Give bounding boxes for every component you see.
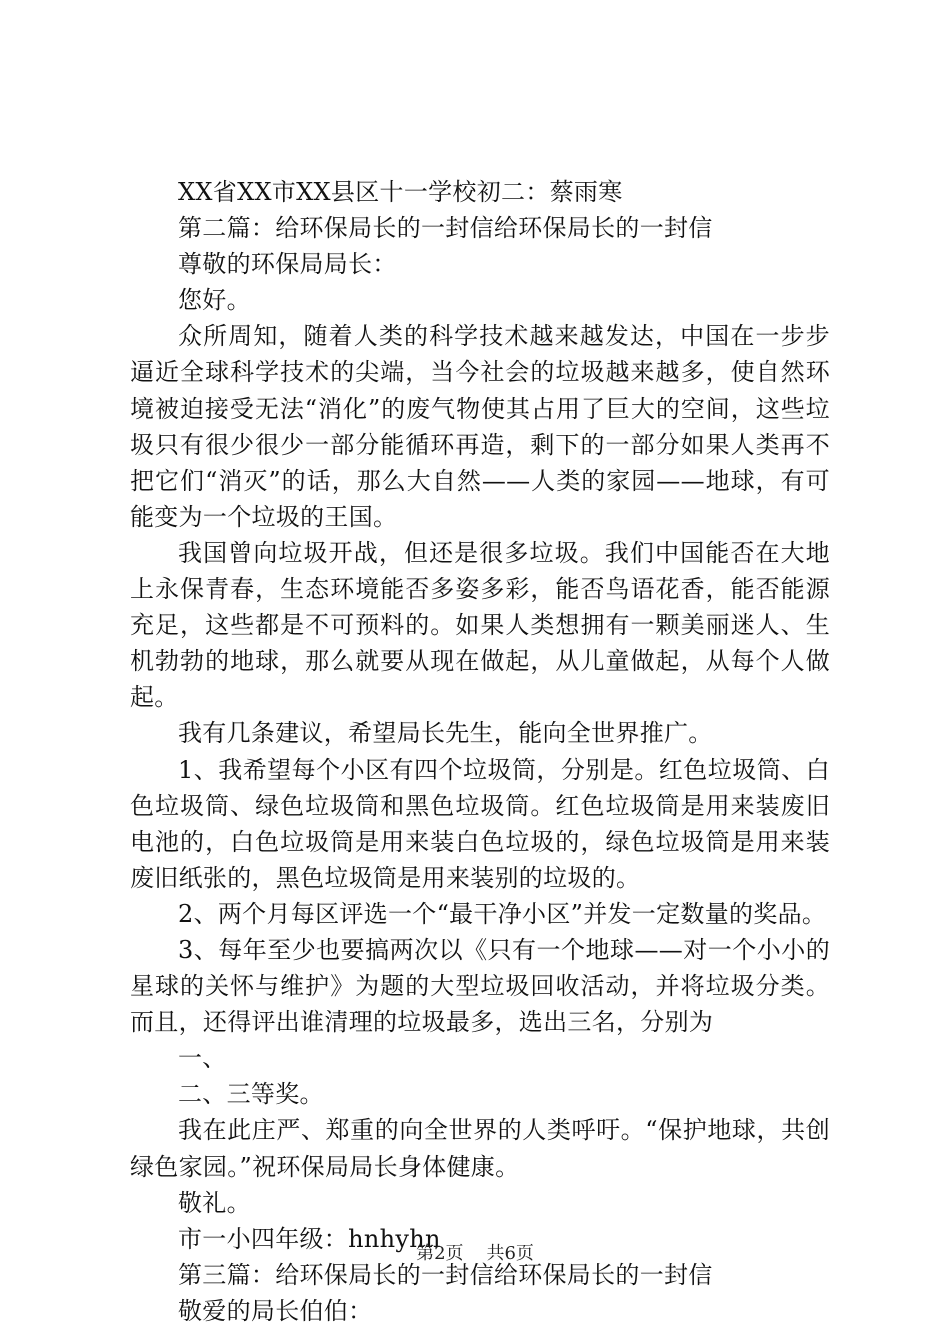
paragraph-salutation: 尊敬的环保局局长：: [178, 250, 397, 279]
paragraph-suggestion: 1、我希望每个小区有四个垃圾筒，分别是。红色垃圾筒、白色垃圾筒、绿色垃圾筒和黑色垃圾筒。红色垃圾筒是用来装废旧电池的，白色垃圾筒是用来装白色垃圾的，绿色垃圾筒是用来装废旧纸张的，黑色垃圾筒是用来装别的垃圾的。: [130, 755, 830, 892]
paragraph-heading-second: 第二篇：给环保局长的一封信给环保局长的一封信: [178, 214, 713, 243]
paragraph-list-fragment: 二、三等奖。: [178, 1080, 324, 1109]
paragraph-author-line: XX省XX市XX县区十一学校初二：蔡雨寒: [178, 178, 623, 206]
paragraph-body: 我国曾向垃圾开战，但还是很多垃圾。我们中国能否在大地上永保青春，生态环境能否多姿多彩，能否鸟语花香，能否能源充足，这些都是不可预料的。如果人类想拥有一颗美丽迷人、生机勃勃的地球，那么就要从现在做起，从儿童做起，从每个人做起。: [130, 538, 830, 712]
document-body: [130, 174, 830, 1329]
page-footer: [0, 1242, 950, 1266]
paragraph-body: 我在此庄严、郑重的向全世界的人类呼吁。“保护地球，共创绿色家园。”祝环保局局长身体健康。: [130, 1116, 830, 1181]
footer-spacer: [469, 1243, 480, 1264]
paragraph-salutation: 敬爱的局长伯伯：: [178, 1296, 373, 1325]
paragraph-closing: 敬礼。: [178, 1188, 251, 1217]
paragraph-heading-third: 第三篇：给环保局长的一封信给环保局长的一封信: [178, 1260, 713, 1289]
page-number: 第2页: [416, 1243, 464, 1264]
paragraph-suggestion: 2、两个月每区评选一个“最干净小区”并发一定数量的奖品。: [178, 899, 827, 928]
paragraph-greeting: 您好。: [178, 286, 251, 315]
paragraph-signature: 市一小四年级：hnhyhn: [178, 1224, 441, 1253]
page-total: 共6页: [486, 1243, 534, 1264]
paragraph-suggestion: 3、每年至少也要搞两次以《只有一个地球——对一个小小的星球的关怀与维护》为题的大型垃圾回收活动，并将垃圾分类。而且，还得评出谁清理的垃圾最多，选出三名，分别为: [130, 935, 830, 1037]
paragraph-list-fragment: 一、: [178, 1044, 227, 1073]
paragraph-body: 众所周知，随着人类的科学技术越来越发达，中国在一步步逼近全球科学技术的尖端，当今社会的垃圾越来越多，使自然环境被迫接受无法“消化”的废气物使其占用了巨大的空间，这些垃圾只有很少很少一部分能循环再造，剩下的一部分如果人类再不把它们“消灭”的话，那么大自然——人类的家园——地球，有可能变为一个垃圾的王国。: [130, 322, 830, 531]
paragraph-body: 我有几条建议，希望局长先生，能向全世界推广。: [178, 719, 713, 748]
